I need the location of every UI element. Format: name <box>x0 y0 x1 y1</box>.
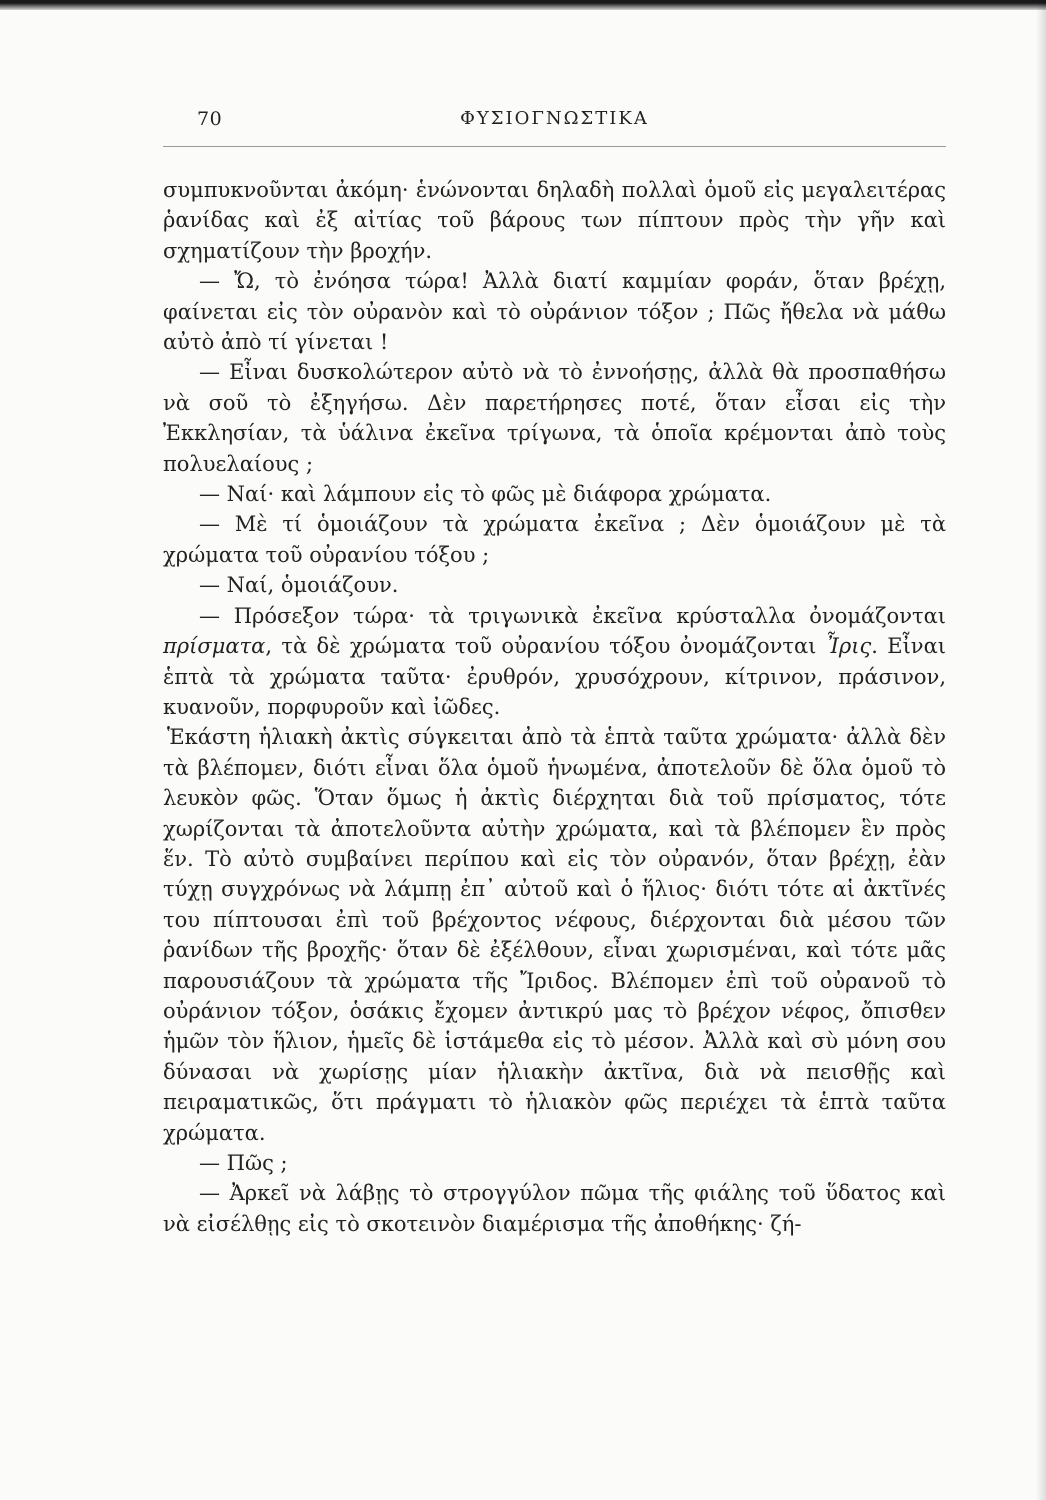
scan-right-edge <box>1036 0 1046 1500</box>
body-text <box>163 175 946 1239</box>
paragraph: Ἑκάστη ἡλιακὴ ἀκτὶς σύγκειται ἀπὸ τὰ ἑπτὰ ταῦτα χρώματα· ἀλλὰ δὲν τὰ βλέπομεν, διότι εἶναι ὅλα ὁμοῦ ἡνωμένα, ἀποτελοῦν δὲ ὅλα ὁμοῦ τὸ λευκὸν φῶς. Ὅταν ὅμως ἡ ἀκτὶς διέρχηται διὰ τοῦ πρίσματος, τότε χωρίζονται τὰ ἀποτελοῦντα αὐτὴν χρώματα, καὶ τὰ βλέπομεν ἓν πρὸς ἕν. Τὸ αὐτὸ συμβαίνει περίπου καὶ εἰς τὸν οὐρανόν, ὅταν βρέχῃ, ἐὰν τύχῃ συγχρόνως νὰ λάμπῃ ἐπ᾿ αὐτοῦ καὶ ὁ ἥλιος· διότι τότε αἱ ἀκτῖνές του πίπτουσαι ἐπὶ τοῦ βρέχοντος νέφους, διέρχονται διὰ μέσου τῶν ῥανίδων τῆς βροχῆς· ὅταν δὲ ἐξέλθουν, εἶναι χωρισμέναι, καὶ τότε μᾶς παρουσιάζουν τὰ χρώματα τῆς Ἴριδος. Βλέπομεν ἐπὶ τοῦ οὐρανοῦ τὸ οὐράνιον τόξον, ὁσάκις ἔχομεν ἀντικρύ μας τὸ βρέχον νέφος, ὄπισθεν ἡμῶν τὸν ἥλιον, ἡμεῖς δὲ ἱστάμεθα εἰς τὸ μέσον. Ἀλλὰ καὶ σὺ μόνη σου δύνασαι νὰ χωρίσῃς μίαν ἡλιακὴν ἀκτῖνα, διὰ νὰ πεισθῇς καὶ πειραματικῶς, ὅτι πράγματι τὸ ἡλιακὸν φῶς περιέχει τὰ ἑπτὰ ταῦτα χρώματα. <box>163 725 946 1145</box>
italic-term: πρίσματα <box>163 634 266 659</box>
paragraph: — Ναί· καὶ λάμπουν εἰς τὸ φῶς μὲ διάφορα χρώματα. <box>199 482 772 507</box>
text-run: . Εἶναι ἑπτὰ τὰ χρώματα ταῦτα· ἐρυθρόν, χρυσόχρουν, κίτρινον, πράσινον, κυανοῦν, πορφυροῦν καὶ ἰῶδες. <box>163 634 946 719</box>
paragraph: — Ὤ, τὸ ἐνόησα τώρα! Ἀλλὰ διατί καμμίαν φοράν, ὅταν βρέχῃ, φαίνεται εἰς τὸν οὐρανὸν καὶ τὸ οὐράνιον τόξον ; Πῶς ἤθελα νὰ μάθω αὐτὸ ἀπὸ τί γίνεται ! <box>163 269 946 355</box>
running-head: ΦΥΣΙΟΓΝΩΣΤΙΚΑ <box>460 108 649 129</box>
text-run: — Πρόσεξον τώρα· τὰ τριγωνικὰ ἐκεῖνα κρύσταλλα ὀνομάζονται <box>199 603 946 628</box>
paragraph: — Εἶναι δυσκολώτερον αὐτὸ νὰ τὸ ἐννοήσῃς, ἀλλὰ θὰ προσπαθήσω νὰ σοῦ τὸ ἐξηγήσω. Δὲν παρετήρησες ποτέ, ὅταν εἶσαι εἰς τὴν Ἐκκλησίαν, τὰ ὑάλινα ἐκεῖνα τρίγωνα, τὰ ὁποῖα κρέμονται ἀπὸ τοὺς πολυελαίους ; <box>163 360 946 476</box>
paragraph: — Ναί, ὁμοιάζουν. <box>199 573 399 598</box>
paragraph <box>163 601 946 723</box>
scan-top-edge <box>0 0 1046 10</box>
page-number: 70 <box>197 108 223 130</box>
paragraph: συμπυκνοῦνται ἀκόμη· ἑνώνονται δηλαδὴ πολλαὶ ὁμοῦ εἰς μεγαλειτέρας ῥανίδας καὶ ἐξ αἰτίας τοῦ βάρους των πίπτουν πρὸς τὴν γῆν καὶ σχηματίζουν τὴν βροχήν. <box>163 178 946 263</box>
italic-term: Ἶρις <box>825 634 872 659</box>
header-rule <box>163 146 946 147</box>
text-run: , τὰ δὲ χρώματα τοῦ οὐρανίου τόξου ὀνομάζονται <box>265 634 826 659</box>
paragraph: — Ἀρκεῖ νὰ λάβῃς τὸ στρογγύλον πῶμα τῆς φιάλης τοῦ ὕδατος καὶ νὰ εἰσέλθῃς εἰς τὸ σκοτεινὸν διαμέρισμα τῆς ἀποθήκης· ζή- <box>163 1181 946 1236</box>
page-header <box>163 108 946 138</box>
paragraph: — Μὲ τί ὁμοιάζουν τὰ χρώματα ἐκεῖνα ; Δὲν ὁμοιάζουν μὲ τὰ χρώματα τοῦ οὐρανίου τόξου ; <box>163 512 946 567</box>
paragraph: — Πῶς ; <box>199 1151 288 1175</box>
